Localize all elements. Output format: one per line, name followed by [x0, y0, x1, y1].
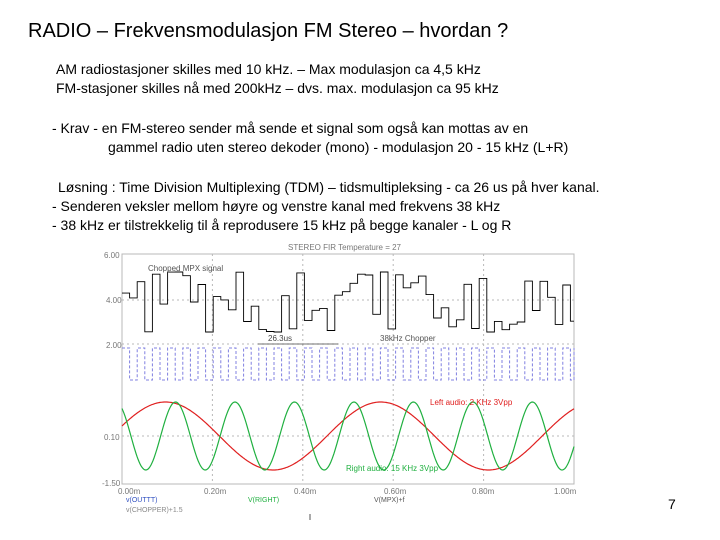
legend-right: V(RIGHT): [248, 497, 280, 504]
y-tick-label: -1.50: [102, 479, 121, 488]
text-line-requirement: - Krav - en FM-stereo sender må sende et signal som også kan mottas av en: [52, 120, 529, 136]
text-line-38khz: - 38 kHz er tilstrekkelig til å reprodusere 15 kHz på begge kanaler - L og R: [52, 217, 512, 233]
legend-mpx: V(MPX)+f: [374, 497, 405, 504]
x-tick-label: 1.00m: [554, 487, 577, 496]
scope-header: STEREO FIR Temperature = 27: [288, 243, 402, 252]
mpx-chopped-wave: [122, 272, 574, 332]
y-tick-label: 2.00: [106, 341, 122, 350]
label-right-audio: Right audio: 15 KHz 3Vpp: [346, 464, 439, 473]
plot-grid: [122, 254, 574, 484]
label-period: 26.3us: [268, 334, 293, 343]
oscilloscope-plot: [100, 240, 580, 520]
label-left-audio: Left audio: 2 KHz 3Vpp: [430, 398, 513, 407]
legend-output: v(OUTTT): [126, 497, 158, 504]
text-line-transmitter: - Senderen veksler mellom høyre og venstre kanal med frekvens 38 kHz: [52, 198, 501, 214]
text-line-solution: Løsning : Time Division Multiplexing (TDM) – tidsmultipleksing - ca 26 us på hver kanal.: [58, 179, 600, 195]
x-tick-label: 0.20m: [204, 487, 227, 496]
page-number: 7: [668, 496, 676, 512]
y-tick-label: 4.00: [106, 296, 122, 305]
text-line-fm: FM-stasjoner skilles nå med 200kHz – dvs. max. modulasjon ca 95 kHz: [56, 80, 499, 96]
plot-frame: [122, 254, 574, 484]
legend-chopper: v(CHOPPER)+1.5: [126, 507, 183, 514]
label-chopped: Chopped MPX signal: [148, 264, 224, 273]
x-tick-label: 0.00m: [118, 487, 141, 496]
text-line-am: AM radiostasjoner skilles med 10 kHz. – Max modulasjon ca 4,5 kHz: [56, 61, 481, 77]
text-line-requirement-cont: gammel radio uten stereo dekoder (mono) - modulasjon 20 - 15 kHz (L+R): [108, 139, 569, 155]
slide-title: RADIO – Frekvensmodulasjon FM Stereo – hvordan ?: [28, 20, 509, 42]
label-chopper: 38kHz Chopper: [380, 334, 436, 343]
x-tick-label: 0.80m: [472, 487, 495, 496]
y-tick-label: 6.00: [104, 251, 120, 260]
plot-waveforms: [122, 272, 574, 470]
chopper-wave: [122, 348, 574, 380]
x-tick-label: 0.60m: [384, 487, 407, 496]
x-tick-label: 0.40m: [294, 487, 317, 496]
y-tick-label: 0.10: [104, 433, 120, 442]
